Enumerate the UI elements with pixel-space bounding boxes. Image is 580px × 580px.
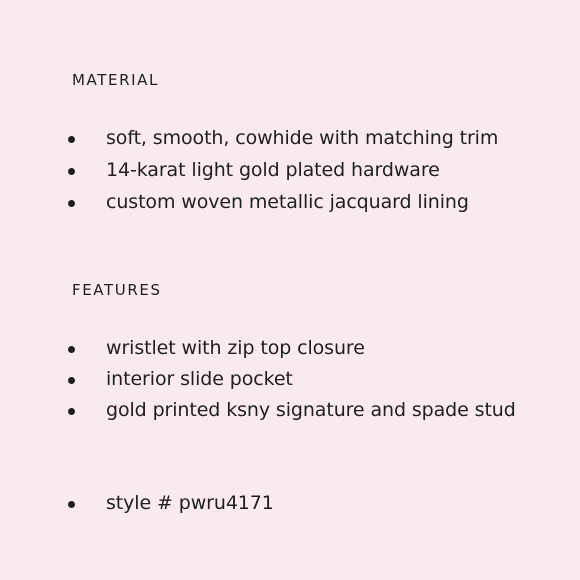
style-number-text: style # pwru4171: [106, 492, 274, 514]
material-heading: MATERIAL: [72, 71, 159, 89]
features-item-text: interior slide pocket: [106, 368, 293, 390]
features-heading: FEATURES: [72, 281, 162, 299]
material-item-text: soft, smooth, cowhide with matching trim: [106, 127, 499, 149]
features-item-text: wristlet with zip top closure: [106, 337, 365, 359]
material-item-text: 14-karat light gold plated hardware: [106, 159, 440, 181]
bullet-icon: [68, 346, 75, 353]
bullet-icon: [68, 168, 75, 175]
features-item-text: gold printed ksny signature and spade stud: [106, 399, 516, 421]
material-item-text: custom woven metallic jacquard lining: [106, 191, 469, 213]
bullet-icon: [68, 377, 75, 384]
bullet-icon: [68, 136, 75, 143]
bullet-icon: [68, 200, 75, 207]
bullet-icon: [68, 501, 75, 508]
bullet-icon: [68, 408, 75, 415]
